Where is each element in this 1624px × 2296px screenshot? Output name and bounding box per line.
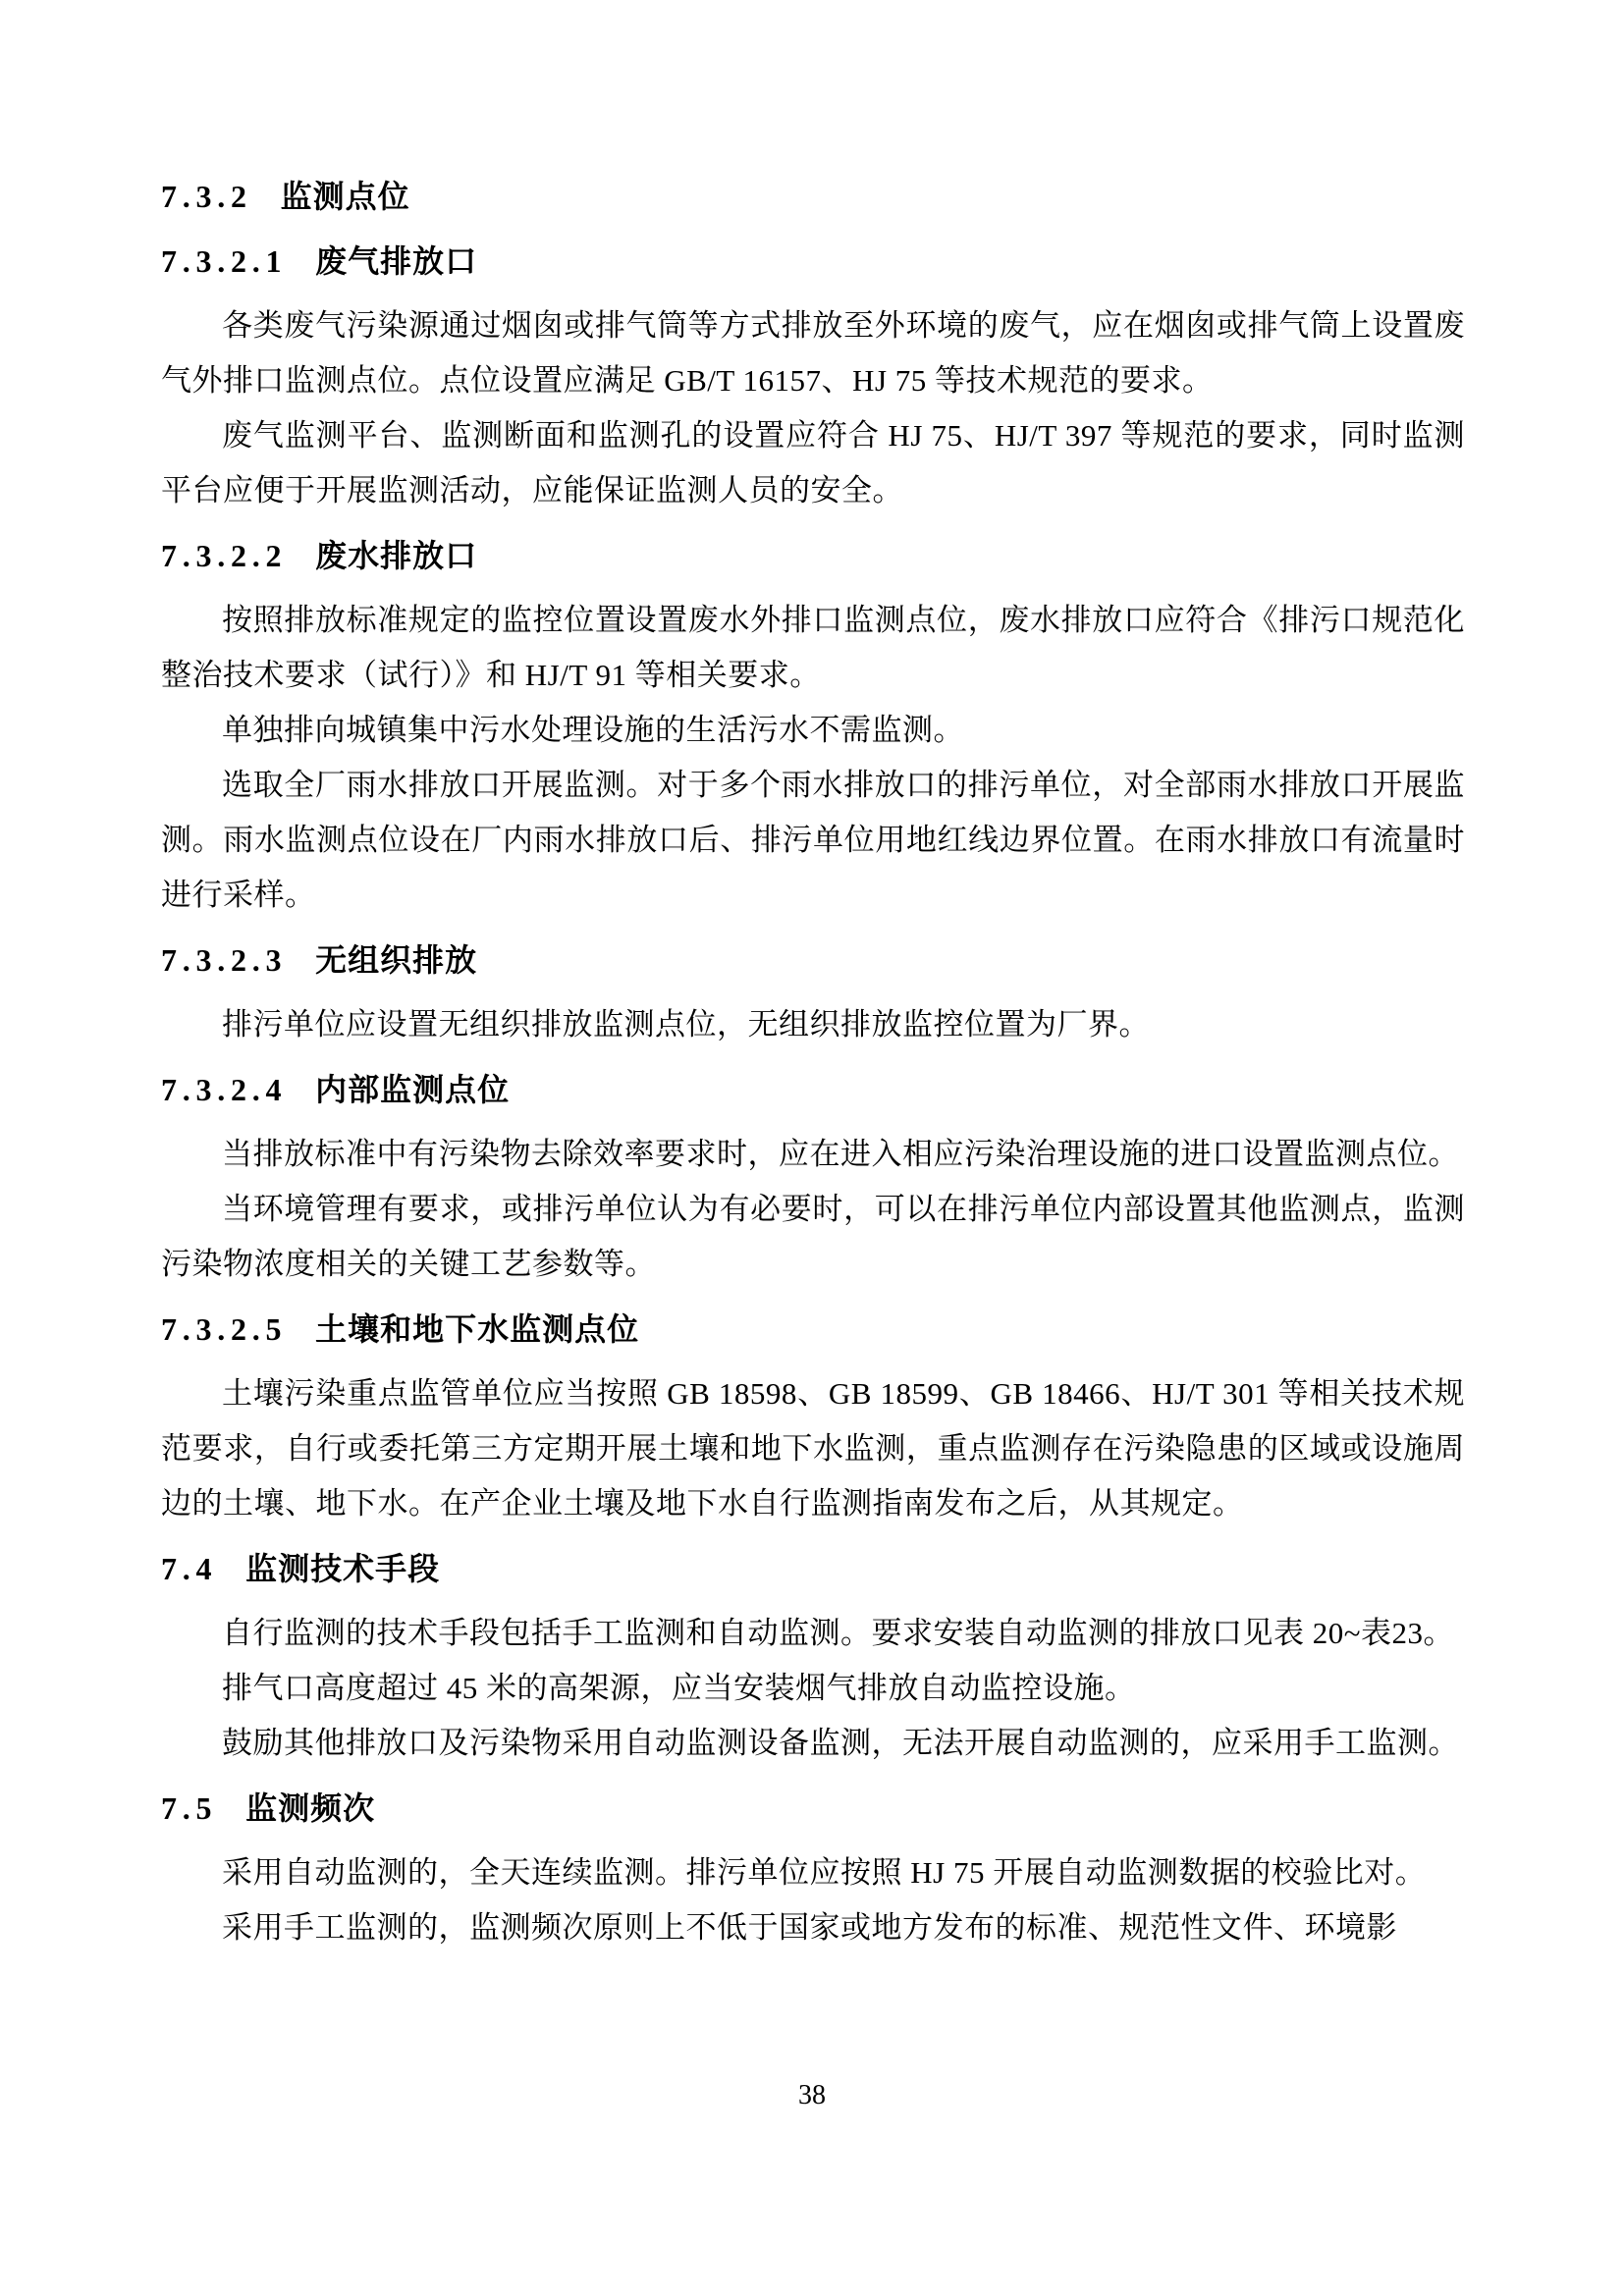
section-number: 7.3.2.2 — [161, 538, 288, 573]
section-number: 7.3.2.4 — [161, 1072, 288, 1107]
section-heading — [161, 234, 1465, 289]
section-title: 无组织排放 — [315, 942, 478, 978]
section-number: 7.5 — [161, 1790, 218, 1826]
body-paragraph: 排气口高度超过 45 米的高架源，应当安装烟气排放自动监控设施。 — [222, 1671, 1136, 1705]
body-paragraph: 鼓励其他排放口及污染物采用自动监测设备监测，无法开展自动监测的，应采用手工监测。 — [222, 1726, 1459, 1760]
section-number: 7.3.2.3 — [161, 942, 288, 978]
body-paragraph: 自行监测的技术手段包括手工监测和自动监测。要求安装自动监测的排放口见表 20~表23。 — [222, 1616, 1455, 1650]
body-paragraph: 废气监测平台、监测断面和监测孔的设置应符合 HJ 75、HJ/T 397 等规范的要求，同时监测平台应便于开展监测活动，应能保证监测人员的安全。 — [161, 418, 1465, 507]
section-heading — [161, 933, 1465, 988]
body-paragraph: 采用自动监测的，全天连续监测。排污单位应按照 HJ 75 开展自动监测数据的校验比对。 — [222, 1855, 1427, 1890]
document-body — [161, 169, 1465, 1955]
body-paragraph: 按照排放标准规定的监控位置设置废水外排口监测点位，废水排放口应符合《排污口规范化整治技术要求（试行）》和 HJ/T 91 等相关要求。 — [161, 603, 1465, 692]
section-title: 内部监测点位 — [315, 1072, 511, 1107]
section-heading — [161, 528, 1465, 583]
page-number: 38 — [798, 2080, 826, 2110]
section-heading — [161, 1062, 1465, 1117]
body-paragraph: 各类废气污染源通过烟囱或排气筒等方式排放至外环境的废气，应在烟囱或排气筒上设置废气外排口监测点位。点位设置应满足 GB/T 16157、HJ 75 等技术规范的要求。 — [161, 308, 1465, 398]
section-number: 7.3.2.5 — [161, 1311, 288, 1347]
body-paragraph: 排污单位应设置无组织排放监测点位，无组织排放监控位置为厂界。 — [222, 1007, 1150, 1041]
body-paragraph: 单独排向城镇集中污水处理设施的生活污水不需监测。 — [222, 713, 964, 747]
section-number: 7.3.2.1 — [161, 243, 288, 279]
section-heading — [161, 169, 1465, 224]
section-title: 废水排放口 — [315, 538, 478, 573]
section-title: 土壤和地下水监测点位 — [315, 1311, 640, 1347]
body-paragraph: 当环境管理有要求，或排污单位认为有必要时，可以在排污单位内部设置其他监测点，监测污染物浓度相关的关键工艺参数等。 — [161, 1192, 1465, 1281]
section-number: 7.4 — [161, 1551, 218, 1586]
section-heading — [161, 1302, 1465, 1357]
body-paragraph: 采用手工监测的，监测频次原则上不低于国家或地方发布的标准、规范性文件、环境影 — [222, 1910, 1397, 1945]
section-title: 废气排放口 — [315, 243, 478, 279]
body-paragraph: 当排放标准中有污染物去除效率要求时，应在进入相应污染治理设施的进口设置监测点位。 — [222, 1137, 1459, 1171]
section-title: 监测频次 — [245, 1790, 376, 1826]
body-paragraph: 选取全厂雨水排放口开展监测。对于多个雨水排放口的排污单位，对全部雨水排放口开展监测。雨水监测点位设在厂内雨水排放口后、排污单位用地红线边界位置。在雨水排放口有流量时进行采样。 — [161, 768, 1465, 912]
section-number: 7.3.2 — [161, 179, 252, 214]
section-title: 监测点位 — [280, 179, 410, 214]
section-heading — [161, 1781, 1465, 1836]
section-title: 监测技术手段 — [245, 1551, 441, 1586]
body-paragraph: 土壤污染重点监管单位应当按照 GB 18598、GB 18599、GB 18466、HJ/T 301 等相关技术规范要求，自行或委托第三方定期开展土壤和地下水监测，重点监测存在污染隐患的区域或设施周边的土壤、地下水。在产企业土壤及地下水自行监测指南发布之后，从其规定。 — [161, 1376, 1465, 1521]
section-heading — [161, 1541, 1465, 1596]
